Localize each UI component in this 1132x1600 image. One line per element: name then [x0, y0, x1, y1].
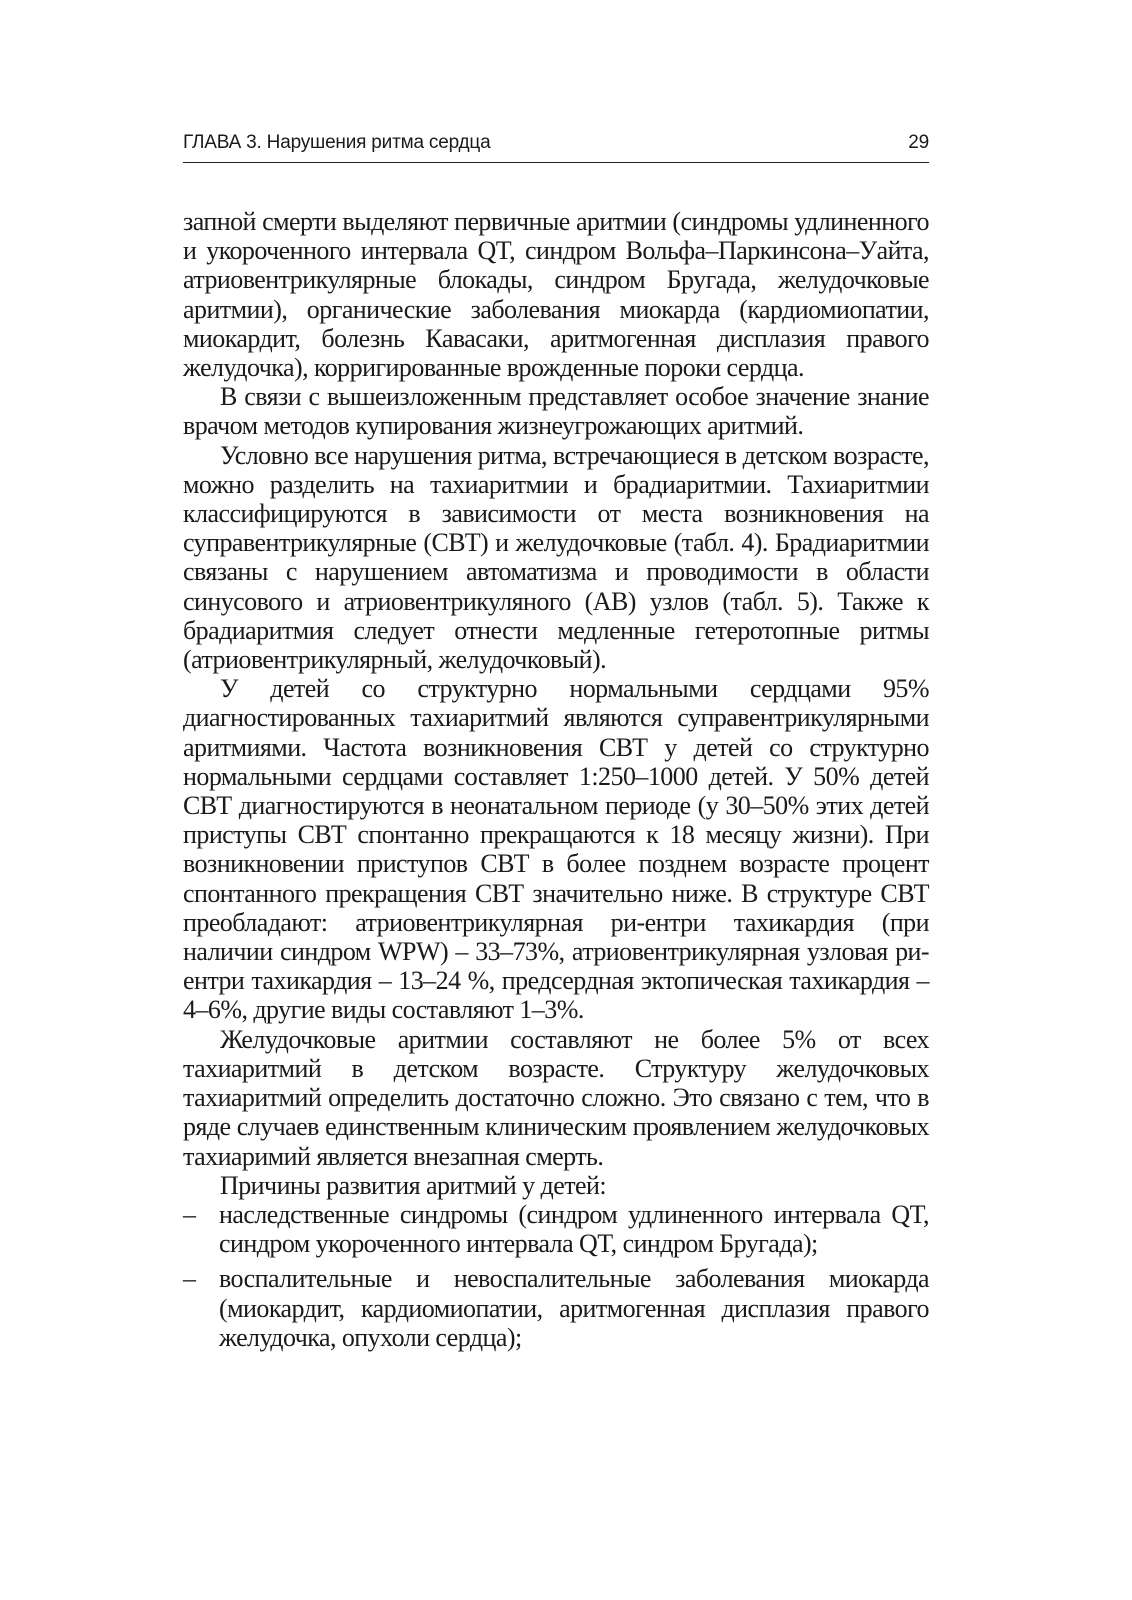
paragraph: У детей со структурно нормальными сердцами 95% диагностированных тахиаритмий являются суправентрикулярными аритмиями. Частота возникновения СВТ у детей со структурно нормальными сердцами составляет 1:250–1000 детей. У 50% детей СВТ диагностируются в неонатальном периоде (у 30–50% этих детей приступы СВТ спонтанно прекращаются к 18 месяцу жизни). При возникновении приступов СВТ в более позднем возрасте процент спонтанного прекращения СВТ значительно ниже. В структуре СВТ преобладают: атриовентрикулярная ри-ентри тахикардия (при наличии синдром WPW) – 33–73%, атриовентрикулярная узловая ри-ентри тахикардия – 13–24 %, предсердная эктопическая тахикардия – 4–6%, другие виды составляют 1–3%.: [183, 674, 929, 1025]
paragraph: В связи с вышеизложенным представляет особое значение знание врачом методов купирования жизнеугрожающих аритмий.: [183, 382, 929, 441]
list-item: [183, 1264, 929, 1352]
paragraph: Желудочковые аритмии составляют не более 5% от всех тахиаритмий в детском возрасте. Структуру желудочковых тахиаритмий определить достаточно сложно. Это связано с тем, что в ряде случаев единственным клиническим проявлением желудочковых тахиаримий является внезапная смерть.: [183, 1024, 929, 1171]
paragraph-continuation: запной смерти выделяют первичные аритмии (синдромы удлиненного и укороченного интервала QT, синдром Вольфа–Паркинсона–Уайта, атриовентрикулярные блокады, синдром Бругада, желудочковые аритмии), органические заболевания миокарда (кардиомиопатии, миокардит, болезнь Кавасаки, аритмогенная дисплазия правого желудочка), корригированные врожденные пороки сердца.: [183, 207, 929, 383]
list-dash-marker: –: [183, 1199, 196, 1229]
paragraph: Условно все нарушения ритма, встречающиеся в детском возрасте, можно разделить на тахиаритмии и брадиаритмии. Тахиаритмии классифицируются в зависимости от места возникновения на суправентрикулярные (СВТ) и желудочковые (табл. 4). Брадиаритмии связаны с нарушением автоматизма и проводимости в области синусового и атриовентрикуляного (АВ) узлов (табл. 5). Также к брадиаритмия следует отнести медленные гетеротопные ритмы (атриовентрикулярный, желудочковый).: [183, 440, 929, 675]
list-item-text: воспалительные и невоспалительные заболевания миокарда (миокардит, кардиомиопатии, аритмогенная дисплазия правого желудочка, опухоли сердца);: [219, 1264, 929, 1352]
chapter-title: ГЛАВА 3. Нарушения ритма сердца: [183, 132, 491, 153]
list-item: [183, 1200, 929, 1258]
body-text: [183, 207, 929, 1352]
list-dash-marker: –: [183, 1264, 196, 1294]
running-header: [183, 128, 929, 163]
causes-list: [183, 1200, 929, 1352]
list-intro: Причины развития аритмий у детей:: [220, 1170, 607, 1200]
page-number: 29: [908, 132, 929, 153]
book-page: [183, 128, 929, 1358]
list-item-text: наследственные синдромы (синдром удлиненного интервала QT, синдром укороченного интервала QT, синдром Бругада);: [219, 1199, 929, 1259]
